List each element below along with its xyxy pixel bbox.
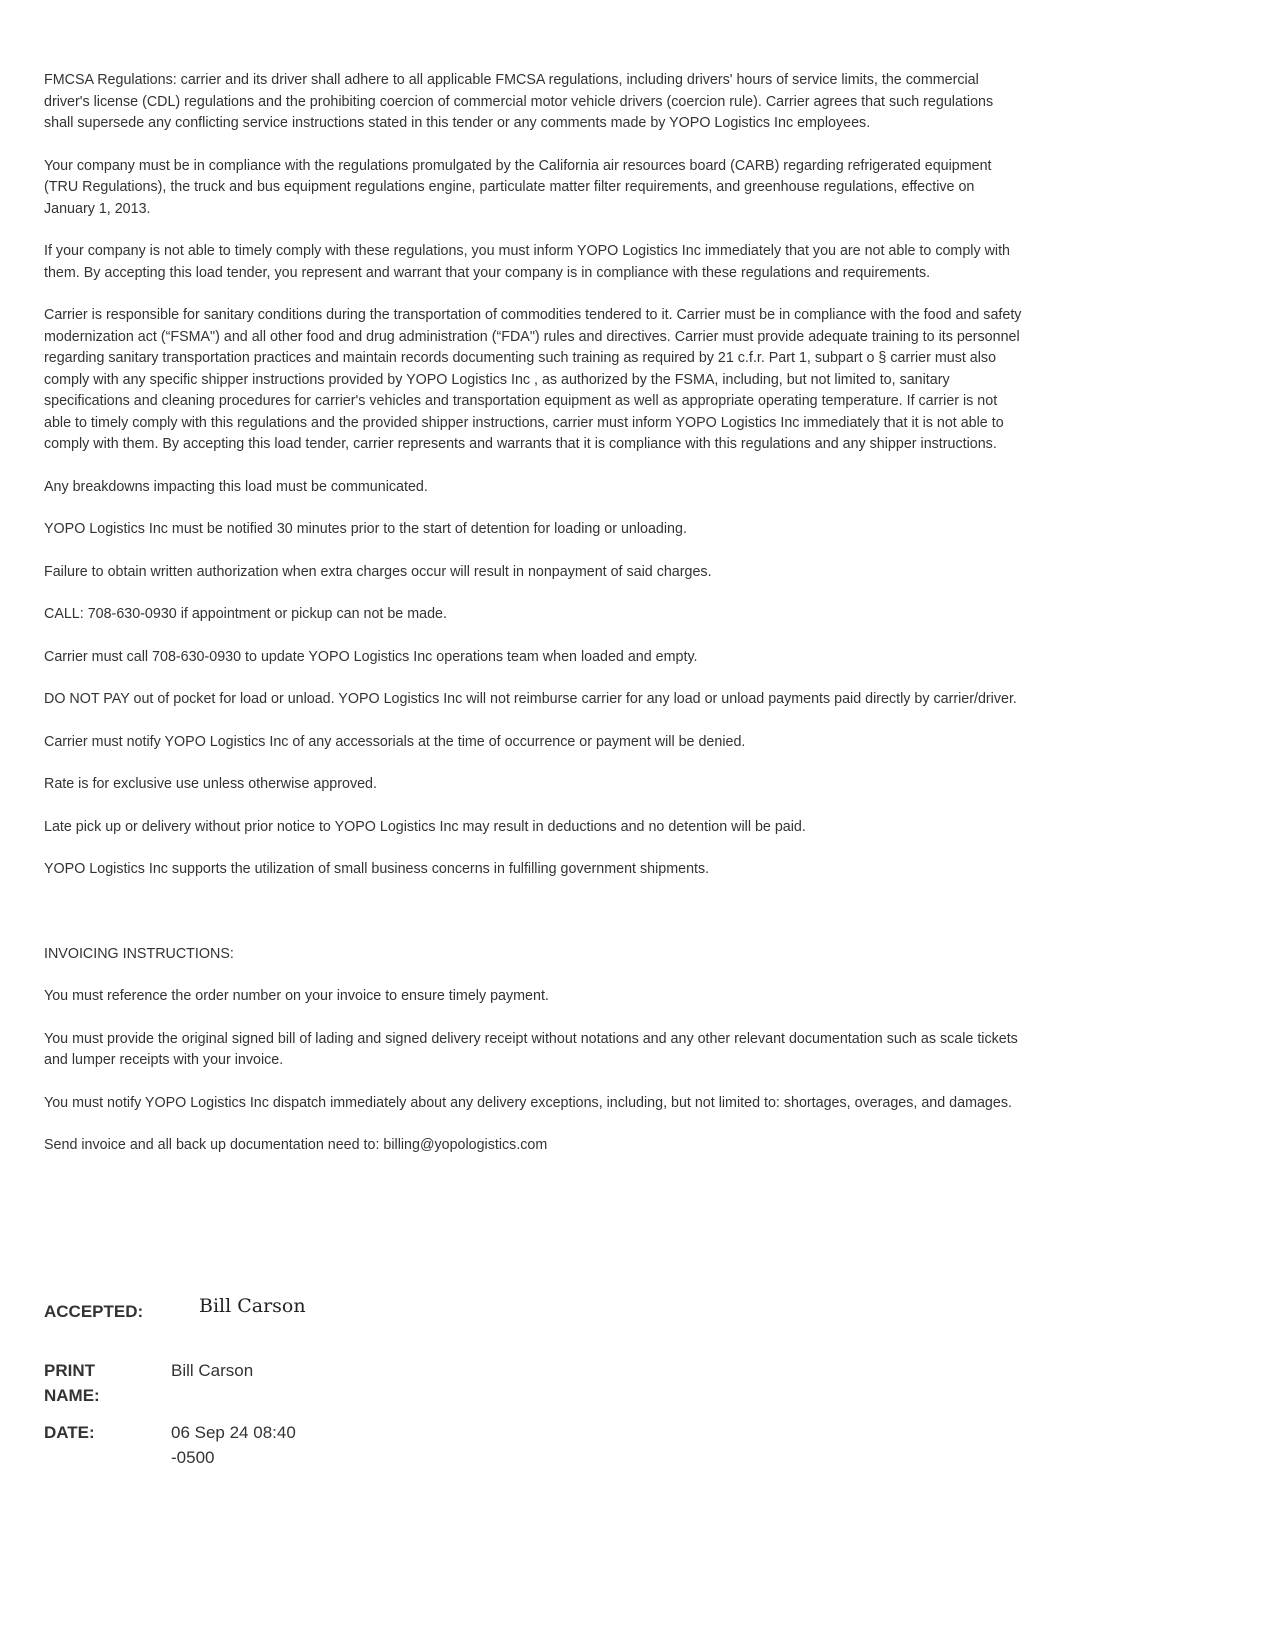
paragraph-call-appointment: CALL: 708-630-0930 if appointment or pickup can not be made.: [44, 606, 447, 622]
paragraph-late-pickup: Late pick up or delivery without prior notice to YOPO Logistics Inc may result in deductions and no detention will be paid.: [44, 818, 806, 835]
paragraph-breakdowns: Any breakdowns impacting this load must be communicated.: [44, 478, 428, 495]
signature: Bill Carson: [199, 1295, 306, 1317]
paragraph-fsma: Carrier is responsible for sanitary conditions during the transportation of commodities tendered to it. Carrier must be in compliance with the food and safety modernization act (“FSMA") and all other food and drug administration (“FDA") rules and directives. Carrier must provide adequate training to its personnel regarding sanitary transportation practices and maintain records documenting such training as required by 21 c.f.r. Part 1, subpart o § carrier must also comply with any specific shipper instructions provided by YOPO Logistics Inc , as authorized by the FSMA, including, but not limited to, sanitary specifications and cleaning procedures for carrier's vehicles and transportation equipment as well as appropriate operating temperature. If carrier is not able to timely comply with this regulations and the provided shipper instructions, carrier must inform YOPO Logistics Inc immediately that it is not able to comply with them. By accepting this load tender, carrier represents and warrants that it is compliance with this regulations and any shipper instructions.: [44, 307, 1022, 452]
accepted-label: ACCEPTED:: [44, 1302, 144, 1321]
terms-document: [44, 70, 1024, 1178]
invoicing-bill-of-lading: You must provide the original signed bill of lading and signed delivery receipt without notations and any other relevant documentation such as scale tickets and lumper receipts with your invoice.: [44, 1030, 1018, 1068]
date-value: 06 Sep 24 08:40 -0500: [171, 1423, 296, 1467]
paragraph-small-business: YOPO Logistics Inc supports the utilization of small business concerns in fulfilling government shipments.: [44, 861, 710, 877]
invoicing-exceptions: You must notify YOPO Logistics Inc dispatch immediately about any delivery exceptions, including, but not limited to: shortages, overages, and damages.: [44, 1094, 1012, 1111]
paragraph-do-not-pay: DO NOT PAY out of pocket for load or unload. YOPO Logistics Inc will not reimburse carrier for any load or unload payments paid directly by carrier/driver.: [44, 691, 1017, 707]
invoicing-send-invoice: Send invoice and all back up documentation need to: billing@yopologistics.com: [44, 1137, 548, 1153]
paragraph-accessorials: Carrier must notify YOPO Logistics Inc of any accessorials at the time of occurrence or payment will be denied.: [44, 733, 746, 750]
paragraph-fmcsa: FMCSA Regulations: carrier and its driver shall adhere to all applicable FMCSA regulations, including drivers' hours of service limits, the commercial driver's license (CDL) regulations and the prohibiting coercion of commercial motor vehicle drivers (coercion rule). Carrier agrees that such regulations shall supersede any conflicting service instructions stated in this tender or any comments made by YOPO Logistics Inc employees.: [44, 72, 994, 131]
paragraph-call-update: Carrier must call 708-630-0930 to update YOPO Logistics Inc operations team when loaded and empty.: [44, 648, 698, 665]
invoicing-heading: INVOICING INSTRUCTIONS:: [44, 945, 234, 962]
paragraph-compliance-notice: If your company is not able to timely comply with these regulations, you must inform YOPO Logistics Inc immediately that you are not able to comply with them. By accepting this load tender, you represent and warrant that your company is in compliance with these regulations and requirements.: [44, 243, 1011, 281]
date-label: DATE:: [44, 1423, 95, 1442]
paragraph-extra-charges: Failure to obtain written authorization when extra charges occur will result in nonpayment of said charges.: [44, 563, 712, 580]
print-name-label: PRINT NAME:: [44, 1361, 100, 1405]
paragraph-detention-notice: YOPO Logistics Inc must be notified 30 minutes prior to the start of detention for loading or unloading.: [44, 521, 687, 537]
print-name-value: Bill Carson: [171, 1361, 254, 1380]
invoicing-order-number: You must reference the order number on your invoice to ensure timely payment.: [44, 988, 549, 1004]
paragraph-carb: Your company must be in compliance with the regulations promulgated by the California air resources board (CARB) regarding refrigerated equipment (TRU Regulations), the truck and bus equipment regulations engine, particulate matter filter requirements, and greenhouse regulations, effective on January 1, 2013.: [44, 157, 992, 217]
paragraph-exclusive-use: Rate is for exclusive use unless otherwise approved.: [44, 776, 377, 792]
